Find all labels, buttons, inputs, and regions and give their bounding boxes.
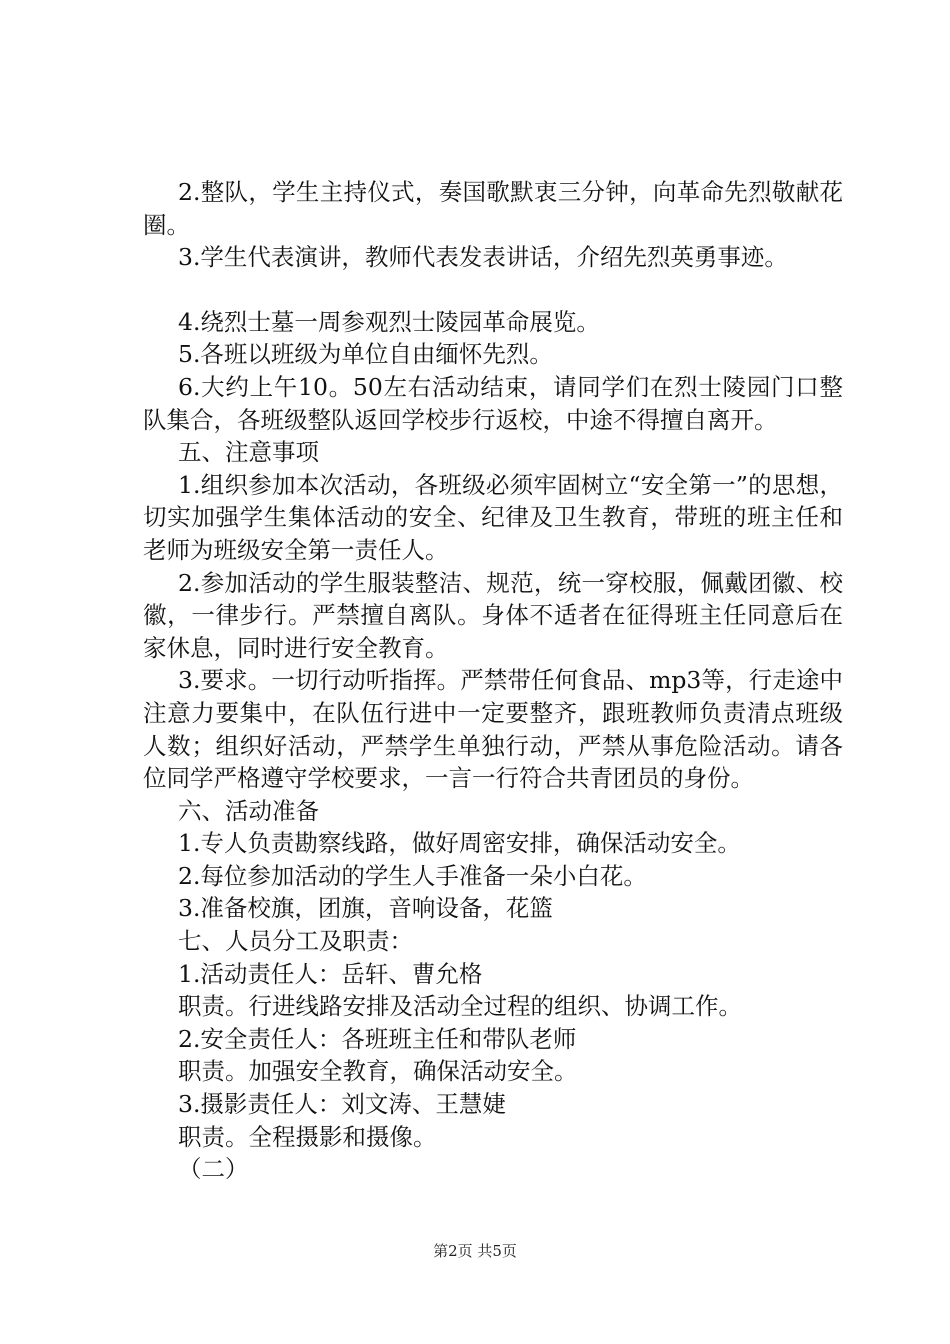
- document-body: [143, 176, 843, 1186]
- section-heading-preparation: 六、活动准备: [178, 796, 319, 825]
- paragraph-note-3: 3.要求。一切行动听指挥。严禁带任何食品、mp3等，行走途中注意力要集中，在队伍行进中一定要整齐，跟班教师负责清点班级人数；组织好活动，严禁学生单独行动，严禁从事危险活动。请各位同学严格遵守学校要求，一言一行符合共青团员的身份。: [143, 666, 843, 793]
- paragraph-step-3: 3.学生代表演讲，教师代表发表讲话，介绍先烈英勇事迹。: [178, 243, 788, 272]
- paragraph-prep-1: 1.专人负责勘察线路，做好周密安排，确保活动安全。: [178, 829, 741, 858]
- section-heading-notes: 五、注意事项: [178, 438, 319, 467]
- paragraph-duty-3: 职责。全程摄影和摄像。: [178, 1122, 437, 1151]
- paragraph-step-6: 6.大约上午10。50左右活动结束，请同学们在烈士陵园门口整队集合，各班级整队返回学校步行返校，中途不得擅自离开。: [143, 372, 843, 434]
- paragraph-staff-3: 3.摄影责任人：刘文涛、王慧婕: [178, 1090, 506, 1119]
- paragraph-staff-2: 2.安全责任人：各班班主任和带队老师: [178, 1024, 577, 1053]
- paragraph-note-2: 2.参加活动的学生服装整洁、规范，统一穿校服，佩戴团徽、校徽，一律步行。严禁擅自离队。身体不适者在征得班主任同意后在家休息，同时进行安全教育。: [143, 568, 843, 662]
- paragraph-note-1: 1.组织参加本次活动，各班级必须牢固树立“安全第一”的思想，切实加强学生集体活动的安全、纪律及卫生教育，带班的班主任和老师为班级安全第一责任人。: [143, 470, 843, 564]
- paragraph-staff-1: 1.活动责任人：岳轩、曹允格: [178, 959, 483, 988]
- section-heading-staff: 七、人员分工及职责：: [178, 927, 413, 956]
- page-number-footer: 第2页 共5页: [433, 1242, 517, 1260]
- paragraph-prep-2: 2.每位参加活动的学生人手准备一朵小白花。: [178, 861, 647, 890]
- paragraph-duty-1: 职责。行进线路安排及活动全过程的组织、协调工作。: [178, 992, 742, 1021]
- paragraph-prep-3: 3.准备校旗，团旗，音响设备，花篮: [178, 894, 553, 923]
- paragraph-duty-2: 职责。加强安全教育，确保活动安全。: [178, 1057, 578, 1086]
- paragraph-step-4: 4.绕烈士墓一周参观烈士陵园革命展览。: [178, 307, 600, 336]
- paragraph-step-2: 2.整队，学生主持仪式，奏国歌默衷三分钟，向革命先烈敬献花圈。: [143, 178, 843, 239]
- section-heading-part-two: （二）: [178, 1155, 249, 1184]
- paragraph-step-5: 5.各班以班级为单位自由缅怀先烈。: [178, 340, 553, 369]
